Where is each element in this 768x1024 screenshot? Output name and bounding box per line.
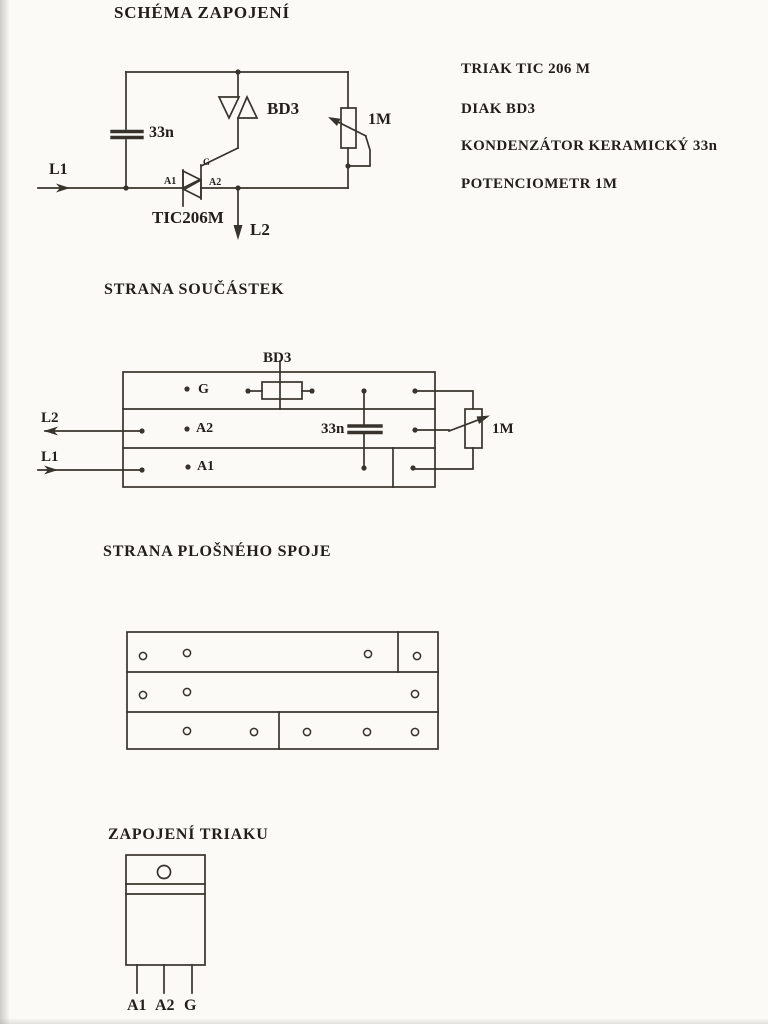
parts-list-item: KONDENZÁTOR KERAMICKÝ 33n [461, 138, 718, 154]
board-diac-label: BD3 [263, 350, 292, 366]
lead-l1 [38, 466, 142, 475]
pcb-holes [139, 649, 420, 735]
diac-symbol [219, 72, 257, 148]
pcb-side-title: STRANA PLOŠNÉHO SPOJE [103, 543, 332, 560]
board-a1-label: A1 [197, 459, 215, 474]
package-outline [126, 855, 205, 965]
pot-value-label: 1M [368, 111, 392, 128]
triac-package-drawing [126, 855, 205, 993]
triac-pinout-title: ZAPOJENÍ TRIAKU [108, 826, 269, 843]
parts-list-item: POTENCIOMETR 1M [461, 176, 618, 192]
board-a2-label: A2 [196, 421, 214, 436]
wire-l2 [234, 188, 243, 240]
triac-ref-label: TIC206M [152, 208, 224, 227]
component-side-drawing [38, 361, 490, 487]
pcb-side-drawing [127, 632, 438, 749]
parts-list-item: DIAK BD3 [461, 101, 536, 117]
board-l2-label: L2 [41, 410, 59, 426]
triac-a1-label: A1 [164, 176, 177, 187]
pin-a2-label: A2 [155, 997, 175, 1014]
board-gate-label: G [198, 382, 209, 397]
package-pins [137, 965, 192, 993]
lead-l2 [44, 427, 142, 436]
board-cap-label: 33n [321, 421, 345, 437]
capacitor-component [349, 391, 381, 468]
mounting-hole [158, 866, 171, 879]
pin-a1-label: A1 [127, 997, 147, 1014]
component-side-title: STRANA SOUČÁSTEK [104, 281, 285, 298]
board-outline [123, 372, 435, 487]
triac-gate-label: G [203, 157, 211, 167]
line-l2-label: L2 [250, 220, 270, 239]
schematic-title: SCHÉMA ZAPOJENÍ [114, 3, 290, 22]
cap-value-label: 33n [149, 124, 174, 141]
triac-a2-label: A2 [209, 177, 222, 188]
line-l1-label: L1 [49, 161, 68, 178]
board-l1-label: L1 [41, 449, 59, 465]
potentiometer-component [413, 391, 490, 469]
potentiometer-symbol [328, 72, 370, 188]
pcb-outline [127, 632, 438, 749]
diac-ref-label: BD3 [267, 99, 300, 118]
capacitor-symbol [112, 72, 142, 188]
wire-l1 [38, 184, 183, 193]
pin-g-label: G [184, 997, 197, 1014]
board-pot-label: 1M [492, 421, 514, 437]
triac-symbol [183, 165, 201, 206]
parts-list-item: TRIAK TIC 206 M [461, 61, 591, 77]
